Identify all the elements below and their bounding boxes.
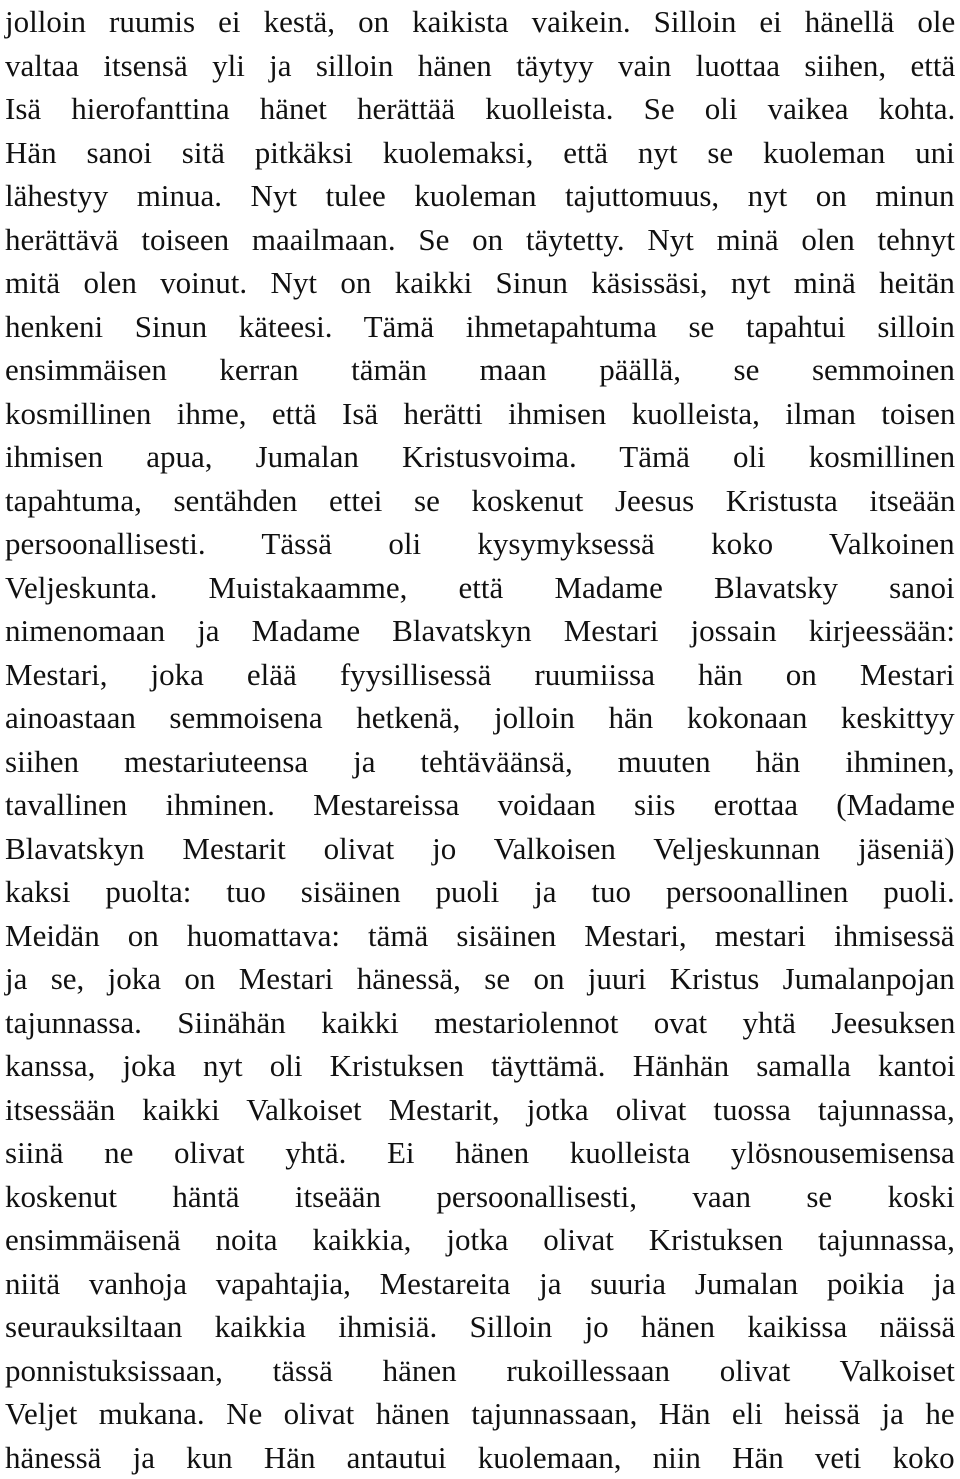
- text-line: seurauksiltaan kaikkia ihmisiä. Silloin jo hänen kaikissa näissä: [5, 1305, 955, 1349]
- text-line: nimenomaan ja Madame Blavatskyn Mestari jossain kirjeessään:: [5, 609, 955, 653]
- text-line: ensimmäisen kerran tämän maan päällä, se semmoinen: [5, 348, 955, 392]
- text-line: koskenut häntä itseään persoonallisesti, vaan se koski: [5, 1175, 955, 1219]
- text-line: ensimmäisenä noita kaikkia, jotka olivat Kristuksen tajunnassa,: [5, 1218, 955, 1262]
- text-line: Isä hierofanttina hänet herättää kuolleista. Se oli vaikea kohta.: [5, 87, 955, 131]
- text-line: Blavatskyn Mestarit olivat jo Valkoisen Veljeskunnan jäseniä): [5, 827, 955, 871]
- text-line: mitä olen voinut. Nyt on kaikki Sinun käsissäsi, nyt minä heitän: [5, 261, 955, 305]
- text-line: Hän sanoi sitä pitkäksi kuolemaksi, että nyt se kuoleman uni: [5, 131, 955, 175]
- text-line: kanssa, joka nyt oli Kristuksen täyttämä. Hänhän samalla kantoi: [5, 1044, 955, 1088]
- text-line: ja se, joka on Mestari hänessä, se on juuri Kristus Jumalanpojan: [5, 957, 955, 1001]
- text-line: niitä vanhoja vapahtajia, Mestareita ja suuria Jumalan poikia ja: [5, 1262, 955, 1306]
- text-line: siinä ne olivat yhtä. Ei hänen kuolleista ylösnousemisensa: [5, 1131, 955, 1175]
- text-line: jolloin ruumis ei kestä, on kaikista vaikein. Silloin ei hänellä ole: [5, 0, 955, 44]
- text-line: Veljet mukana. Ne olivat hänen tajunnassaan, Hän eli heissä ja he: [5, 1392, 955, 1436]
- text-line: Mestari, joka elää fyysillisessä ruumiissa hän on Mestari: [5, 653, 955, 697]
- text-line: ainoastaan semmoisena hetkenä, jolloin hän kokonaan keskittyy: [5, 696, 955, 740]
- text-line: tavallinen ihminen. Mestareissa voidaan siis erottaa (Madame: [5, 783, 955, 827]
- text-line: ihmisen apua, Jumalan Kristusvoima. Tämä oli kosmillinen: [5, 435, 955, 479]
- text-line: siihen mestariuteensa ja tehtäväänsä, muuten hän ihminen,: [5, 740, 955, 784]
- text-line: Veljeskunta. Muistakaamme, että Madame Blavatsky sanoi: [5, 566, 955, 610]
- text-line: tapahtuma, sentähden ettei se koskenut Jeesus Kristusta itseään: [5, 479, 955, 523]
- text-line: kaksi puolta: tuo sisäinen puoli ja tuo persoonallinen puoli.: [5, 870, 955, 914]
- text-line: herättävä toiseen maailmaan. Se on täytetty. Nyt minä olen tehnyt: [5, 218, 955, 262]
- text-line: henkeni Sinun käteesi. Tämä ihmetapahtuma se tapahtui silloin: [5, 305, 955, 349]
- text-line: itsessään kaikki Valkoiset Mestarit, jotka olivat tuossa tajunnassa,: [5, 1088, 955, 1132]
- text-line: hänessä ja kun Hän antautui kuolemaan, niin Hän veti koko: [5, 1436, 955, 1479]
- text-line: ponnistuksissaan, tässä hänen rukoillessaan olivat Valkoiset: [5, 1349, 955, 1393]
- text-line: Meidän on huomattava: tämä sisäinen Mestari, mestari ihmisessä: [5, 914, 955, 958]
- text-line: kosmillinen ihme, että Isä herätti ihmisen kuolleista, ilman toisen: [5, 392, 955, 436]
- text-line: persoonallisesti. Tässä oli kysymyksessä koko Valkoinen: [5, 522, 955, 566]
- text-line: valtaa itsensä yli ja silloin hänen täytyy vain luottaa siihen, että: [5, 44, 955, 88]
- text-line: tajunnassa. Siinähän kaikki mestariolennot ovat yhtä Jeesuksen: [5, 1001, 955, 1045]
- text-line: lähestyy minua. Nyt tulee kuoleman tajuttomuus, nyt on minun: [5, 174, 955, 218]
- document-page: [5, 0, 955, 1479]
